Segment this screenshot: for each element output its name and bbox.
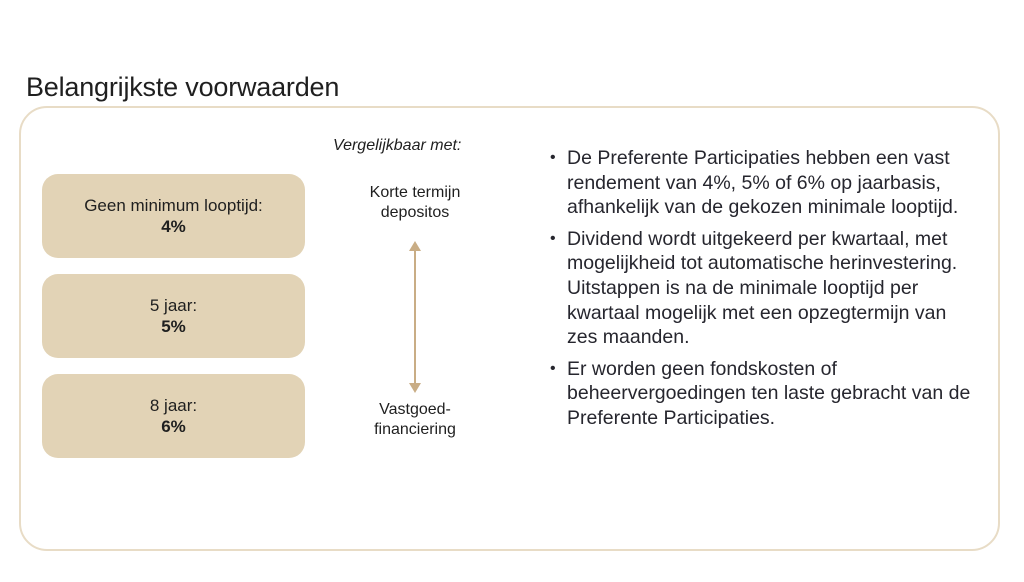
term-label: 8 jaar: <box>149 396 198 415</box>
term-box-no-minimum <box>42 174 305 258</box>
comparison-bottom-label: Vastgoed-financiering <box>374 401 456 438</box>
bullet-no-fund-costs: • Er worden geen fondskosten of beheervergoedingen ten laste gebracht van de Preferente Participaties. <box>550 357 980 431</box>
term-box-8-years <box>42 374 305 458</box>
term-box-5-years <box>42 274 305 358</box>
term-label: Geen minimum looptijd: <box>84 196 263 215</box>
double-arrow-icon <box>406 241 424 393</box>
term-rate: 6% <box>161 417 186 436</box>
page-title: Belangrijkste voorwaarden <box>26 72 340 103</box>
term-rate: 4% <box>161 217 186 236</box>
term-rate: 5% <box>161 317 186 336</box>
terms-bullet-list <box>550 146 980 438</box>
bullet-dividend: • Dividend wordt uitgekeerd per kwartaal, met mogelijkheid tot automatische herinvestering. Uitstappen is na de minimale looptijd per kwartaal mogelijk met een opzegtermijn van zes maanden. <box>550 227 980 350</box>
term-label: 5 jaar: <box>149 296 198 315</box>
comparison-top-label: Korte termijn depositos <box>369 184 461 221</box>
bullet-fixed-return: • De Preferente Participaties hebben een vast rendement van 4%, 5% of 6% op jaarbasis, afhankelijk van de gekozen minimale looptijd. <box>550 146 980 220</box>
comparison-heading: Vergelijkbaar met: <box>333 137 462 154</box>
